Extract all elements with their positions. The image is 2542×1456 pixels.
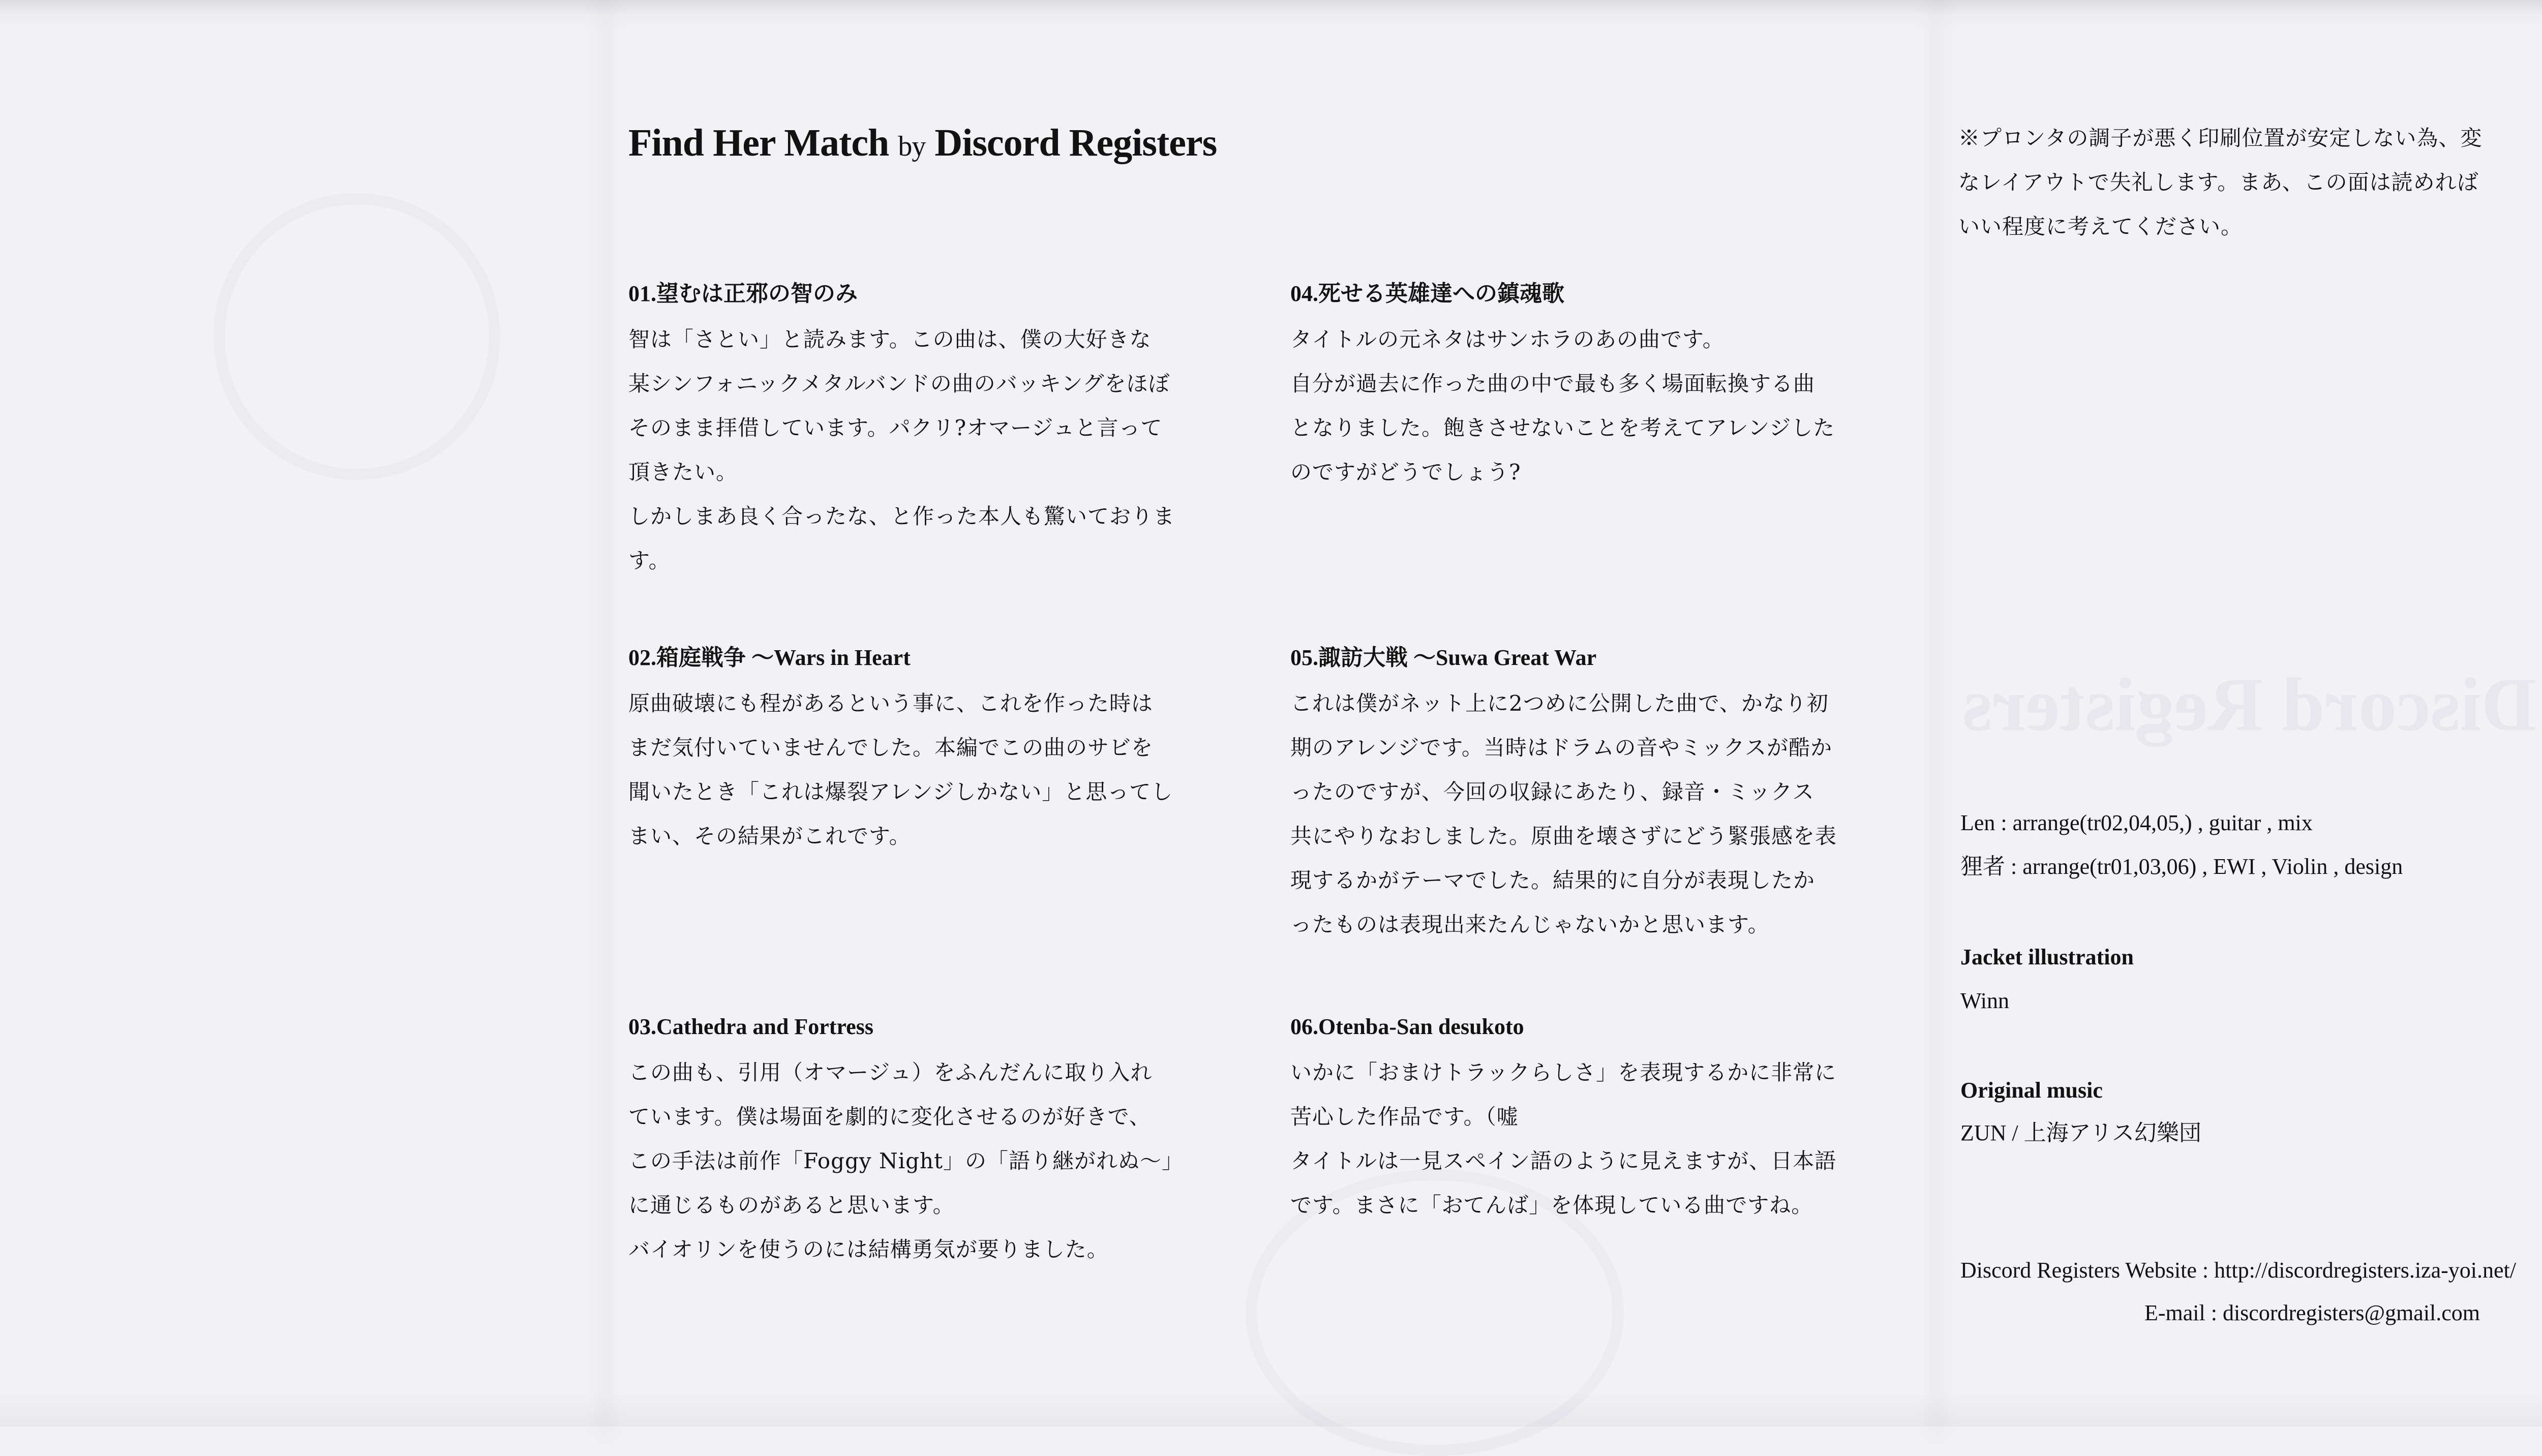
website-line: Discord Registers Website : http://discordregisters.iza-yoi.net/ [1960,1258,2516,1283]
email-line: E-mail : discordregisters@gmail.com [2144,1300,2480,1325]
track-title: 04.死せる英雄達への鎮魂歌 [1290,281,1564,306]
title-by: by [898,131,926,162]
credit-riru: 狸者 : arrange(tr01,03,06) , EWI , Violin , design [1960,854,2403,879]
printer-note: ※プロンタの調子が悪く印刷位置が安定しない為、変 なレイアウトで失礼します。まあ、この面は読めれば いい程度に考えてください。 [1958,126,2483,239]
track-05 [1290,642,1890,947]
track-description: いかに「おまけトラックらしさ」を表現するかに非常に 苦心した作品です。（嘘 タイトルは一見スペイン語のように見えますが、日本語 です。まさに「おてんば」を体現している曲ですね。 [1290,1060,1837,1218]
track-title: 03.Cathedra and Fortress [628,1014,873,1039]
track-description: タイトルの元ネタはサンホラのあの曲です。 自分が過去に作った曲の中で最も多く場面転換する曲 となりました。飽きさせないことを考えてアレンジした のですがどうでしょう? [1290,327,1835,484]
track-02 [628,642,1228,858]
original-music-composer: ZUN / 上海アリス幻樂団 [1960,1120,2202,1145]
show-through-text: Discord Registers [1962,662,2536,747]
track-title: 02.箱庭戦争 〜Wars in Heart [628,645,911,670]
original-music-heading: Original music [1960,1078,2103,1103]
artist-name: Discord Registers [934,122,1217,164]
track-03 [628,1011,1228,1271]
jacket-heading: Jacket illustration [1960,945,2134,969]
album-title: Find Her Match [628,122,889,164]
show-through-mark [214,193,500,480]
track-title: 06.Otenba-San desukoto [1290,1014,1524,1039]
jacket-illustrator: Winn [1960,988,2009,1013]
track-description: 原曲破壊にも程があるという事に、これを作った時は まだ気付いていませんでした。本編でこの曲のサビを 聞いたとき「これは爆裂アレンジしかない」と思ってし まい、その結果がこれです。 [628,691,1173,848]
track-description: この曲も、引用（オマージュ）をふんだんに取り入れ ています。僕は場面を劇的に変化させるのが好きで、 この手法は前作「Foggy Night」の「語り継がれぬ〜」 に通じるものがあると思います。 バイオリンを使うのには結構勇気が要りました。 [628,1060,1184,1262]
track-04 [1290,278,1890,494]
track-title: 01.望むは正邪の智のみ [628,281,858,306]
track-01 [628,278,1228,583]
page-title [628,121,1217,165]
track-title: 05.諏訪大戦 〜Suwa Great War [1290,645,1597,670]
track-description: これは僕がネット上に2つめに公開した曲で、かなり初 期のアレンジです。当時はドラムの音やミックスが酷か ったのですが、今回の収録にあたり、録音・ミックス 共にやりなおしました。原曲を壊さずにどう緊張感を表 現するかがテーマでした。結果的に自分が表現したか ったものは表現出来たんじゃないかと思います。 [1290,691,1837,937]
credit-len: Len : arrange(tr02,04,05,) , guitar , mix [1960,810,2313,835]
track-description: 智は「さとい」と読みます。この曲は、僕の大好きな 某シンフォニックメタルバンドの曲のバッキングをほぼ そのまま拝借しています。パクリ?オマージュと言って 頂きたい。 しかしまあ良く合ったな、と作った本人も驚いておりま す。 [628,327,1175,573]
track-06 [1290,1011,1890,1227]
